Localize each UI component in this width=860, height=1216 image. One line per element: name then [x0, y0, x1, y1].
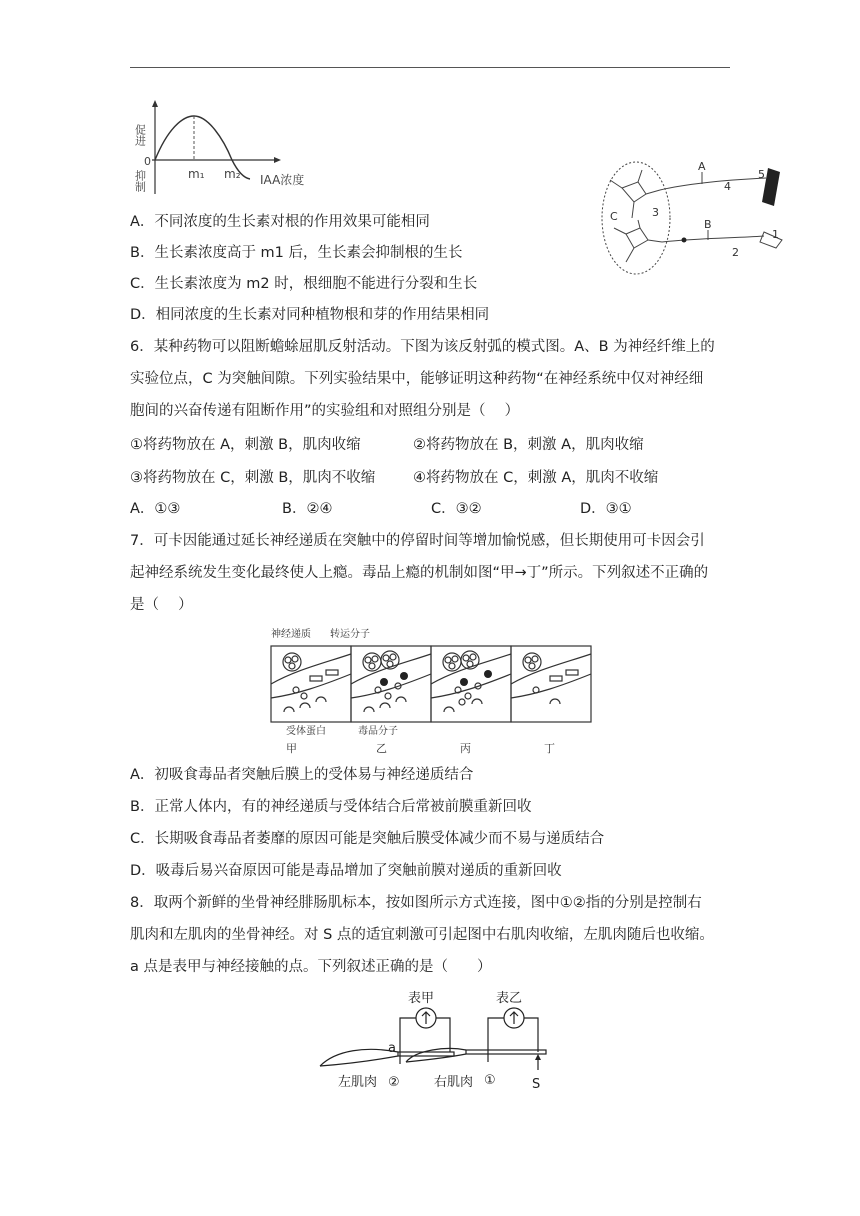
meter-jia-label: 表甲 — [408, 991, 435, 1006]
q8-stem-line-2: 肌肉和左肌肉的坐骨神经。对 S 点的适宜刺激可引起图中右肌肉收缩，左肌肉随后也收缩。 — [130, 927, 714, 943]
q6-item-2: ②将药物放在 B，刺激 A，肌肉收缩 — [413, 437, 644, 453]
header-rule — [130, 67, 730, 68]
right-muscle-label: 右肌肉 — [434, 1075, 474, 1090]
y-label-promote: 促进 — [133, 124, 147, 146]
panel-label-yi: 乙 — [376, 742, 387, 755]
label-a: A — [698, 160, 706, 173]
q6-stem-line-2: 实验位点，C 为突触间隙。下列实验结果中，能够证明这种药物“在神经系统中仅对神经细 — [130, 371, 704, 387]
label-5: 5 — [758, 168, 765, 181]
nerve-muscle-figure — [316, 984, 556, 1094]
q5-option-d: D．相同浓度的生长素对同种植物根和芽的作用结果相同 — [130, 307, 490, 323]
q7-stem-line-1: 7．可卡因能通过延长神经递质在突触中的停留时间等增加愉悦感，但长期使用可卡因会引 — [130, 533, 705, 549]
muscle-specimens — [320, 1049, 546, 1067]
x-axis-label: IAA浓度 — [260, 173, 305, 187]
x-axis-arrow — [274, 157, 281, 163]
q8-stem-line-3: a 点是表甲与神经接触的点。下列叙述正确的是（ ） — [130, 959, 492, 975]
q6-item-4: ④将药物放在 C，刺激 A，肌肉不收缩 — [413, 470, 659, 486]
meter-jia — [400, 1008, 450, 1054]
q6-stem-line-3: 胞间的兴奋传递有阻断作用”的实验组和对照组分别是（ ） — [130, 403, 520, 419]
left-muscle-label: 左肌肉 — [338, 1075, 378, 1090]
nerve-2-label: ② — [388, 1075, 400, 1090]
label-4: 4 — [724, 180, 731, 193]
q6-stem-line-1: 6．某种药物可以阻断蟾蜍屈肌反射活动。下图为该反射弧的模式图。A、B 为神经纤维上的 — [130, 339, 715, 355]
q5-option-b: B．生长素浓度高于 m1 后，生长素会抑制根的生长 — [130, 245, 463, 261]
label-transporter: 转运分子 — [330, 629, 370, 640]
point-a-label: a — [388, 1041, 396, 1056]
label-receptor: 受体蛋白 — [286, 726, 326, 737]
y-label-zero: 0 — [144, 155, 151, 168]
afferent-nerve-2 — [662, 236, 764, 242]
label-1: 1 — [772, 228, 779, 241]
q7-option-c: C．长期吸食毒品者萎靡的原因可能是突触后膜受体减少而不易与递质结合 — [130, 831, 605, 847]
q6-option-b: B．②④ — [282, 501, 333, 517]
q6-item-3: ③将药物放在 C，刺激 B，肌肉不收缩 — [130, 470, 376, 486]
y-label-inhibit: 抑制 — [133, 170, 147, 192]
point-s-label: S — [532, 1077, 541, 1092]
panel-yi — [351, 646, 431, 722]
tick-m2: m₂ — [224, 167, 241, 181]
q6-option-d: D．③① — [580, 501, 632, 517]
panel-label-jia: 甲 — [286, 742, 297, 755]
q7-option-a: A．初吸食毒品者突触后膜上的受体易与神经递质结合 — [130, 767, 474, 783]
label-c: C — [610, 210, 618, 223]
reflex-arc-figure — [596, 158, 796, 278]
iaa-curve-figure — [128, 98, 328, 198]
label-neurotransmitter: 神经递质 — [271, 629, 311, 640]
q7-stem-line-3: 是（ ） — [130, 597, 193, 613]
q6-item-1: ①将药物放在 A，刺激 B，肌肉收缩 — [130, 437, 361, 453]
panel-label-ding: 丁 — [544, 742, 555, 755]
q5-option-c: C．生长素浓度为 m2 时，根细胞不能进行分裂和生长 — [130, 276, 478, 292]
ganglion-dot — [682, 238, 687, 243]
q5-option-a: A．不同浓度的生长素对根的作用效果可能相同 — [130, 214, 430, 230]
label-b: B — [704, 218, 712, 231]
panel-label-bing: 丙 — [460, 742, 471, 755]
point-s-arrowhead — [535, 1054, 541, 1060]
panel-jia — [271, 646, 351, 722]
q6-option-a: A．①③ — [130, 501, 181, 517]
y-axis-arrow — [152, 100, 158, 107]
label-drug-molecule: 毒品分子 — [358, 726, 398, 737]
q8-stem-line-1: 8．取两个新鲜的坐骨神经腓肠肌标本，按如图所示方式连接，图中①②指的分别是控制右 — [130, 895, 702, 911]
efferent-nerve-4 — [660, 178, 766, 190]
label-3: 3 — [652, 206, 659, 219]
q7-stem-line-2: 起神经系统发生变化最终使人上瘾。毒品上瘾的机制如图“甲→丁”所示。下列叙述不正确的 — [130, 565, 709, 581]
meter-yi — [488, 1008, 538, 1052]
label-2: 2 — [732, 246, 739, 259]
panel-ding — [511, 646, 591, 722]
drug-addiction-figure — [266, 624, 596, 756]
panel-bing — [431, 646, 511, 722]
q6-option-c: C．③② — [431, 501, 482, 517]
q7-option-d: D．吸毒后易兴奋原因可能是毒品增加了突触前膜对递质的重新回收 — [130, 863, 562, 879]
q7-option-b: B．正常人体内，有的神经递质与受体结合后常被前膜重新回收 — [130, 799, 532, 815]
nerve-1-label: ① — [484, 1073, 496, 1088]
tick-m1: m₁ — [188, 167, 205, 181]
meter-yi-label: 表乙 — [496, 991, 523, 1006]
